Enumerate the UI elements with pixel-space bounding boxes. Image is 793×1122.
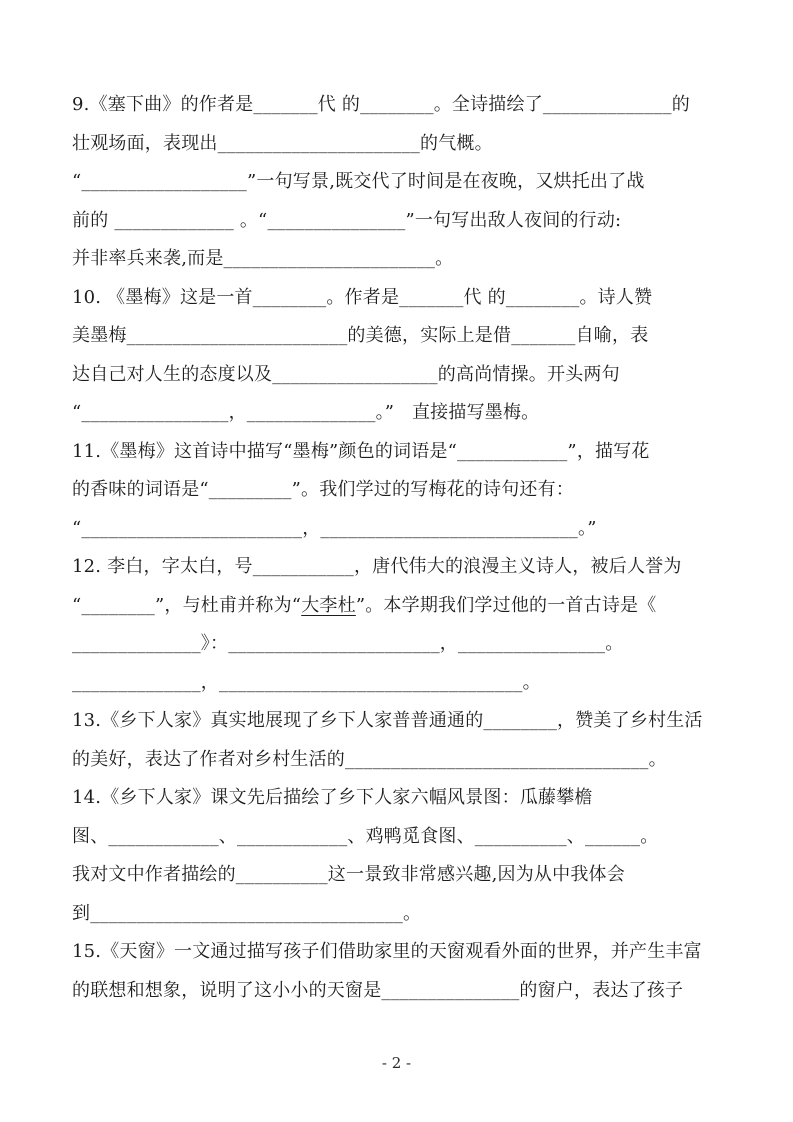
text-line: [72, 548, 727, 587]
text-line: [72, 86, 727, 125]
line-text: “__________________”一句写景,既交代了时间是在夜晚，又烘托出了战: [72, 171, 645, 192]
text-line: [72, 741, 727, 780]
line-text: ______________，_________________________________。: [72, 671, 541, 693]
text-line: [72, 933, 727, 972]
line-text: ______________》：_______________________，________________。: [72, 633, 624, 654]
text-line: [72, 279, 727, 318]
line-text: 13.《乡下人家》真实地展现了乡下人家普普通通的________，赞美了乡村生活: [72, 710, 703, 731]
line-text: 的美好，表达了作者对乡村生活的_________________________________。: [72, 748, 667, 770]
line-text: 12. 李白，字太白，号___________，唐代伟大的浪漫主义诗人，被后人誉为: [72, 556, 682, 577]
line-text: 前的 _____________ 。“_______________”一句写出敌人夜间的行动:: [72, 209, 622, 231]
line-text: “________”，与杜甫并称为“: [72, 594, 302, 616]
page-number: - 2 -: [381, 1054, 412, 1072]
text-line: [72, 394, 727, 433]
text-line: [72, 433, 727, 472]
text-line: [72, 625, 727, 664]
line-text: 我对文中作者描绘的__________这一景致非常感兴趣,因为从中我体会: [72, 864, 625, 885]
line-text: 11.《墨梅》这首诗中描写“墨梅”颜色的词语是“____________”，描写花: [72, 440, 650, 462]
text-line: [72, 125, 727, 164]
line-text: 到__________________________________。: [72, 902, 422, 924]
text-line: [72, 587, 727, 626]
line-text: 9.《塞下曲》的作者是_______代 的________。全诗描绘了______________的: [72, 94, 690, 115]
text-line: [72, 972, 727, 1011]
underlined-text: 大李杜: [301, 594, 356, 616]
line-text: 达自己对人生的态度以及__________________的高尚情操。开头两句: [72, 363, 620, 385]
text-line: [72, 664, 727, 703]
document-body: [72, 86, 727, 1010]
text-line: [72, 702, 727, 741]
text-line: [72, 510, 727, 549]
line-text: 的联想和想象，说明了这小小的天窗是_______________的窗户，表达了孩子: [72, 979, 684, 1001]
line-text: 壮观场面，表现出______________________的气概。: [72, 132, 493, 154]
line-text: 14.《乡下人家》课文先后描绘了乡下人家六幅风景图：瓜藤攀檐: [72, 787, 593, 808]
text-line: [72, 356, 727, 395]
line-text: 图、____________、____________、鸡鸭觅食图、__________、______。: [72, 825, 659, 847]
text-line: [72, 779, 727, 818]
text-line: [72, 818, 727, 857]
line-text: 并非率兵来袭,而是_______________________。: [72, 248, 454, 269]
line-text: “________________________，____________________________。”: [72, 517, 597, 539]
text-line: [72, 895, 727, 934]
line-text: 15.《天窗》一文通过描写孩子们借助家里的天窗观看外面的世界，并产生丰富: [72, 941, 702, 962]
line-text: “________________，______________。” 直接描写墨梅。: [72, 402, 540, 423]
line-text: 10. 《墨梅》这是一首________。作者是_______代 的________。诗人赞: [72, 286, 653, 308]
text-line: [72, 202, 727, 241]
text-line: [72, 163, 727, 202]
line-text: 美墨梅________________________的美德，实际上是借_______自喻，表: [72, 325, 649, 346]
text-line: [72, 471, 727, 510]
text-line: [72, 856, 727, 895]
line-text: ”。本学期我们学过他的一首古诗是《: [355, 594, 657, 616]
line-text: 的香味的词语是“_________”。我们学过的写梅花的诗句还有：: [72, 479, 575, 500]
text-line: [72, 240, 727, 279]
text-line: [72, 317, 727, 356]
